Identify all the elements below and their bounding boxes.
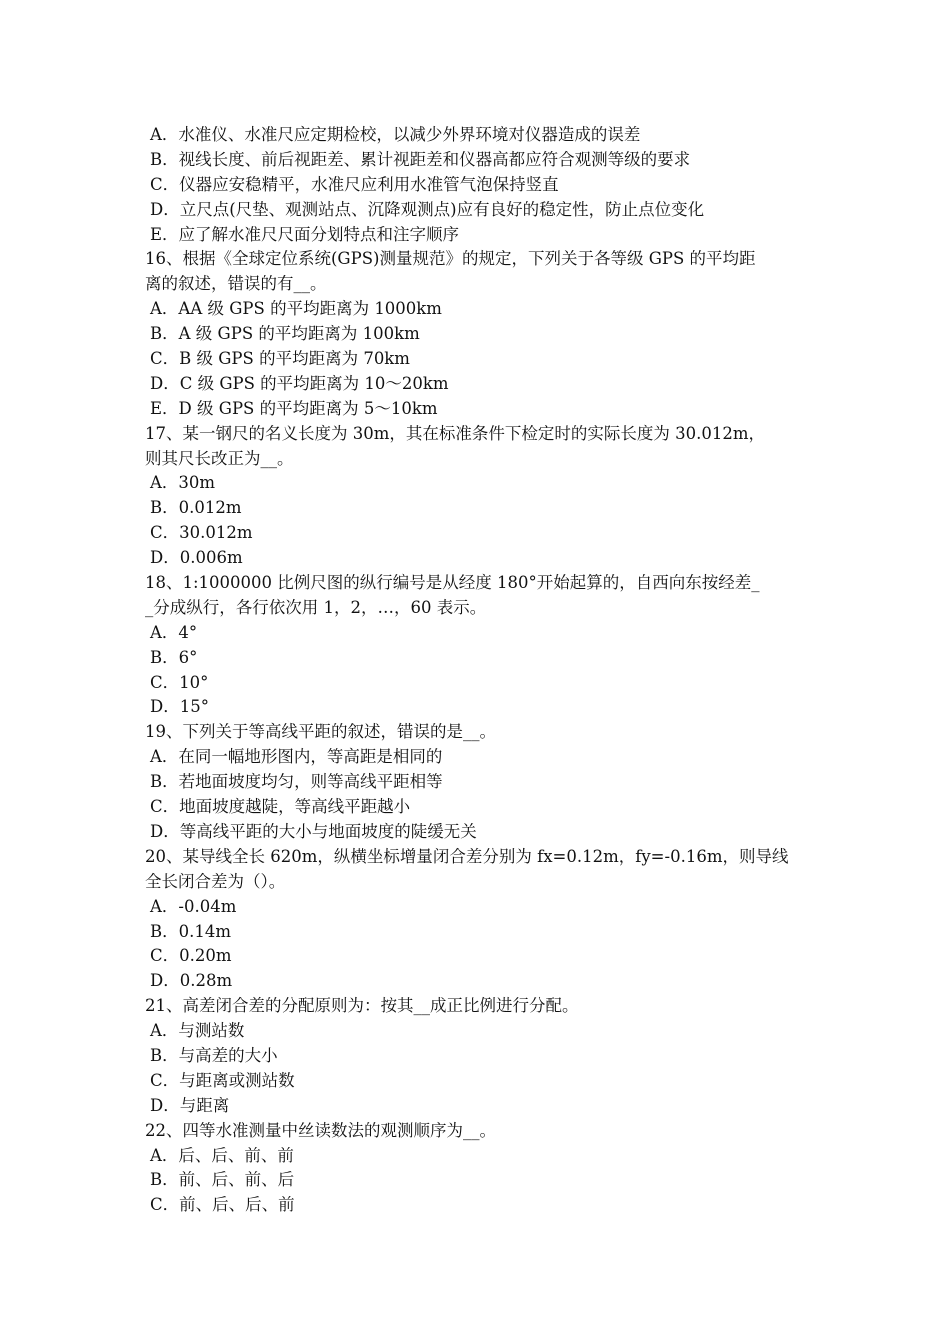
option-d: D．立尺点(尺垫、观测站点、沉降观测点)应有良好的稳定性，防止点位变化	[150, 199, 705, 219]
option-b: B．6°	[150, 647, 198, 667]
question-20	[145, 845, 815, 994]
option-c: C．地面坡度越陡，等高线平距越小	[150, 797, 411, 817]
option-d: D．与距离	[150, 1095, 230, 1115]
question-stem: 16、根据《全球定位系统(GPS)测量规范》的规定，下列关于各等级 GPS 的平均距	[145, 249, 756, 269]
option-c: C．30.012m	[150, 523, 253, 543]
option-d: D．等高线平距的大小与地面坡度的陡缓无关	[150, 821, 477, 841]
option-d: D．0.006m	[150, 548, 243, 568]
question-stem: 则其尺长改正为__。	[145, 448, 294, 468]
question-stem: 18、1:1000000 比例尺图的纵行编号是从经度 180°开始起算的，自西向东按经差_	[145, 573, 760, 593]
option-b: B．与高差的大小	[150, 1045, 278, 1065]
option-d: D．0.28m	[150, 971, 233, 991]
option-c: C．B 级 GPS 的平均距离为 70km	[150, 349, 410, 369]
option-d: D．C 级 GPS 的平均距离为 10～20km	[150, 373, 449, 393]
option-a: A．4°	[150, 622, 198, 642]
question-stem: 20、某导线全长 620m，纵横坐标增量闭合差分别为 fx=0.12m，fy=-0.16m，则导线	[145, 846, 789, 866]
option-c: C．前、后、后、前	[150, 1195, 295, 1215]
option-a: A．-0.04m	[150, 896, 237, 916]
question-stem: 17、某一钢尺的名义长度为 30m，其在标准条件下检定时的实际长度为 30.012m，	[145, 423, 766, 443]
option-c: C．10°	[150, 672, 209, 692]
question-stem: _分成纵行，各行依次用 1，2，…，60 表示。	[145, 597, 487, 617]
question-stem: 全长闭合差为（）。	[145, 871, 286, 891]
question-stem: 21、高差闭合差的分配原则为：按其__成正比例进行分配。	[145, 996, 579, 1016]
question-stem: 离的叙述，错误的有__。	[145, 274, 327, 294]
question-19	[145, 720, 815, 844]
option-a: A．与测站数	[150, 1021, 245, 1041]
prev-question-options	[145, 123, 815, 247]
question-16	[145, 247, 815, 421]
option-b: B．0.012m	[150, 498, 242, 518]
option-d: D．15°	[150, 697, 209, 717]
option-a: A．AA 级 GPS 的平均距离为 1000km	[150, 299, 442, 319]
question-22	[145, 1119, 815, 1219]
question-stem: 22、四等水准测量中丝读数法的观测顺序为__。	[145, 1120, 496, 1140]
question-18	[145, 571, 815, 720]
question-stem: 19、下列关于等高线平距的叙述，错误的是__。	[145, 722, 496, 742]
option-a: A．30m	[150, 473, 216, 493]
option-c: C．仪器应安稳精平，水准尺应利用水准管气泡保持竖直	[150, 174, 559, 194]
option-c: C．与距离或测站数	[150, 1070, 295, 1090]
option-e: E．D 级 GPS 的平均距离为 5～10km	[150, 398, 438, 418]
option-b: B．若地面坡度均匀，则等高线平距相等	[150, 772, 443, 792]
document-page	[145, 123, 815, 1218]
question-21	[145, 994, 815, 1118]
option-c: C．0.20m	[150, 946, 232, 966]
option-b: B．前、后、前、后	[150, 1170, 295, 1190]
option-a: A．后、后、前、前	[150, 1145, 294, 1165]
option-a: A．水准仪、水准尺应定期检校，以减少外界环境对仪器造成的误差	[150, 125, 641, 144]
option-b: B．0.14m	[150, 921, 232, 941]
option-e: E．应了解水准尺尺面分划特点和注字顺序	[150, 224, 460, 244]
question-17	[145, 422, 815, 571]
option-b: B．视线长度、前后视距差、累计视距差和仪器高都应符合观测等级的要求	[150, 149, 691, 169]
option-a: A．在同一幅地形图内，等高距是相同的	[150, 747, 443, 767]
option-b: B．A 级 GPS 的平均距离为 100km	[150, 324, 420, 344]
